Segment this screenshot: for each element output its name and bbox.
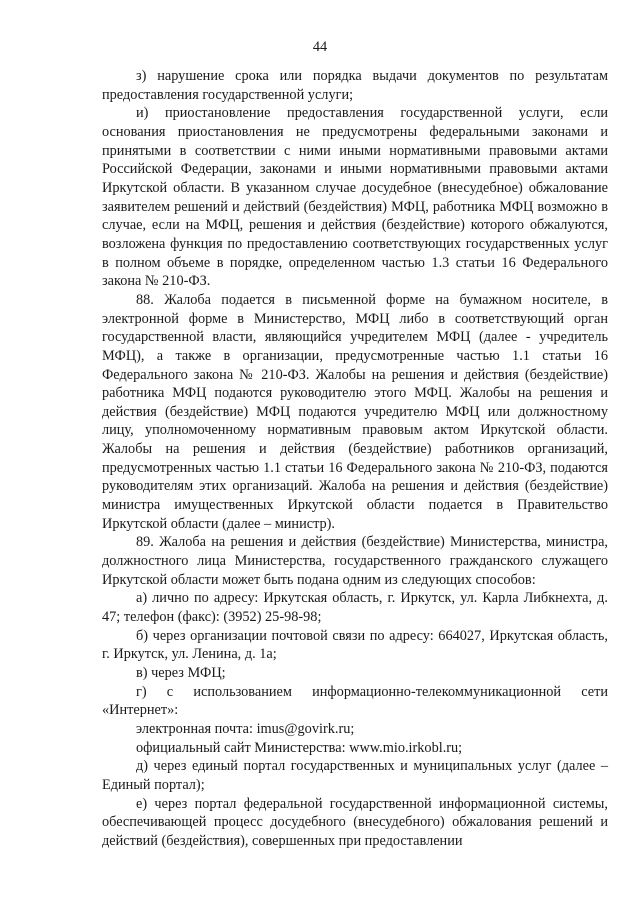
paragraph-clause-z: з) нарушение срока или порядка выдачи документов по результатам предоставления государственной услуги; <box>102 68 608 103</box>
paragraph-website: официальный сайт Министерства: www.mio.irkobl.ru; <box>136 739 463 756</box>
paragraph-clause-a: а) лично по адресу: Иркутская область, г. Иркутск, ул. Карла Либкнехта, д. 47; телефон (факс): (3952) 25-98-98; <box>102 590 608 626</box>
paragraph-89: 89. Жалоба на решения и действия (бездействие) Министерства, министра, должностного лица Министерства, государственного гражданского служащего Иркутской области может быть подана одним из следующих способов: <box>102 534 608 588</box>
paragraph-88: 88. Жалоба подается в письменной форме на бумажном носителе, в электронной форме в Министерство, МФЦ либо в соответствующий орган государственной власти, являющийся учредителем МФЦ (далее - учредитель МФЦ), а также в организации, предусмотренные частью 1.1 статьи 16 Федерального закона № 210-ФЗ. Жалобы на решения и действия (бездействие) работника МФЦ подаются руководителю этого МФЦ. Жалобы на решения и действия (бездействие) МФЦ подаются учредителю МФЦ или должностному лицу, уполномоченному нормативным правовым актом Иркутской области. Жалобы на решения и действия (бездействие) работников организаций, предусмотренных частью 1.1 статьи 16 Федерального закона № 210-ФЗ, подаются руководителям этих организаций. Жалоба на решения и действия (бездействие) министра имущественных Иркутской области подается в Правительство Иркутской области (далее – министр). <box>102 291 608 532</box>
paragraph-clause-b: б) через организации почтовой связи по адресу: 664027, Иркутская область, г. Иркутск, ул. Ленина, д. 1а; <box>102 627 608 663</box>
paragraph-clause-e: е) через портал федеральной государственной информационной системы, обеспечивающей процесс досудебного (внесудебного) обжалования решений и действий (бездействия), совершенных при предоставлении <box>102 795 608 849</box>
document-body <box>102 67 608 851</box>
paragraph-clause-v: в) через МФЦ; <box>136 665 226 681</box>
page-number: 44 <box>312 39 328 55</box>
paragraph-clause-d: д) через единый портал государственных и муниципальных услуг (далее – Единый портал); <box>102 758 608 793</box>
paragraph-email: электронная почта: imus@govirk.ru; <box>136 720 355 737</box>
paragraph-clause-g: г) с использованием информационно-телекоммуникационной сети «Интернет»: <box>102 683 608 719</box>
paragraph-clause-i: и) приостановление предоставления государственной услуги, если основания приостановления не предусмотрены федеральными законами и принятыми в соответствии с ними иными нормативными правовыми актами Российской Федерации, законами и иными нормативными правовыми актами Иркутской области. В указанном случае досудебное (внесудебное) обжалование заявителем решений и действий (бездействия) МФЦ, работника МФЦ возможно в случае, если на МФЦ, решения и действия (бездействие) которого обжалуются, возложена функция по предоставлению соответствующих государственных услуг в полном объеме в порядке, определенном частью 1.3 статьи 16 Федерального закона № 210-ФЗ. <box>102 105 608 290</box>
